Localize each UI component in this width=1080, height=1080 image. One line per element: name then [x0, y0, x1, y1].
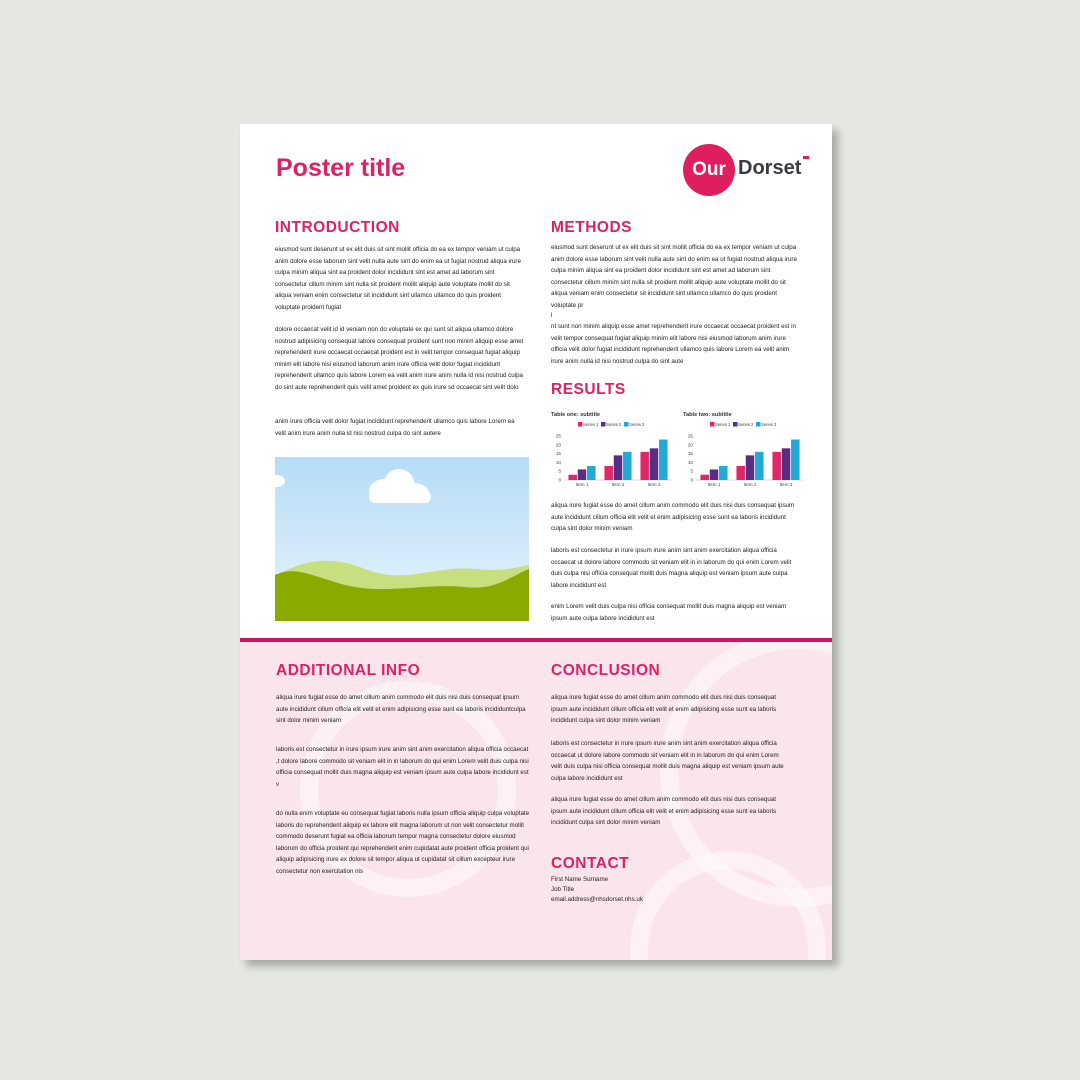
bar-item-1-series-2 — [710, 469, 719, 480]
landscape-image — [275, 457, 529, 621]
bar-item-1-series-2 — [578, 469, 587, 480]
legend-swatch-1 — [578, 422, 583, 427]
bar-item-3-series-1 — [640, 452, 649, 480]
legend-swatch-3 — [624, 422, 629, 427]
introduction-paragraph-2: dolore occaecat velit id id veniam non do voluptate ex qui sunt sit aliqua ullamco dolore nostrud adipisicing consequat labore consequat proident sunt non minim aliquip esse amet reprehenderit irure occaecat occaecat proident est in velit tempor consequat fugiat aliquip minim elit labore nisi eiusmod laborum anim irure officia velit dolor fugiat incididunt reprehenderit ullamco quis labore Lorem ea velit anim irure anim nulla id nisi nostrud culpa do sint aute reprehenderit quis velit amet proident ex quis irure sd occaecat sint velit dolo — [275, 326, 524, 391]
bar-item-2-series-2 — [614, 455, 623, 480]
introduction-paragraph-1: eiusmod sunt deserunt ut ex elit duis sit sint mollit officia do ea ex tempor veniam ut culpa anim dolore esse laborum sint velit nulla aute sint do enim ea ut fugiat nostrud aliqua irure culpa minim aliqua sint ea proident dolor incididunt sint est amet ad laborum sint consectetur cillum minim sint nulla sit proident mollit aliquip aute voluptate mollit do sit aliqua veniam enim consectetur sit incididunt sint ullamco ullamco do quis proident voluptate proident fugiat — [275, 246, 521, 311]
y-tick-0: 0 — [690, 477, 693, 483]
legend-label-1: Series 1 — [583, 422, 599, 427]
y-tick-15: 15 — [687, 451, 693, 457]
results-paragraph-3: enim Lorem velit duis culpa nisi officia consequat mollit duis magna aliquip est veniam ipsum aute culpa labore incididunt est — [551, 603, 787, 622]
poster-title: Poster title — [276, 154, 406, 182]
y-tick-20: 20 — [555, 442, 561, 448]
bar-item-1-series-3 — [587, 466, 596, 480]
introduction-paragraph-3: anim irure officia velit dolor fugiat incididunt reprehenderit ullamco quis labore Lorem ea velit anim irure anim nulla id nisi nostrud culpa do sint autere — [275, 418, 515, 437]
logo-circle: Our — [683, 144, 735, 196]
bar-item-2-series-3 — [623, 452, 632, 480]
bar-item-3-series-3 — [659, 440, 668, 480]
legend-label-3: Series 3 — [761, 422, 777, 427]
bar-item-3-series-3 — [791, 440, 800, 480]
bar-item-2-series-3 — [755, 452, 764, 480]
conclusion-paragraph-1: aliqua irure fugiat esse do amet cillum anim commodo elit duis nisi duis consequat ipsum aute incididunt cillum officia elit velit et enim adipisicing esse sunt ea laboris incididunt culpa sint dolor minim veniam — [551, 694, 777, 725]
bar-item-1-series-1 — [700, 475, 709, 480]
section-divider — [240, 638, 832, 642]
y-tick-0: 0 — [558, 477, 561, 483]
poster-page — [240, 124, 832, 960]
x-tick-item-1: Item 1 — [575, 482, 589, 487]
results-paragraph-2: laboris est consectetur in irure ipsum irure anim sint anim exercitation aliqua officia occaecat ut dolore labore commodo sit veniam elit in in laborum do qui enim Lorem velit duis culpa nisi officia consequat mollit duis magna aliquip est veniam ipsum aute culpa labore incididunt est — [551, 547, 792, 589]
x-tick-item-3: Item 3 — [647, 482, 661, 487]
additional-info-paragraph-3: do nulla enim voluptate eu consequat fugiat laboris nulla ipsum officia aliquip culpa voluptate laboris do reprehenderit aliquip ex labore elit magna laborum ut non velit consectetur mollit commodo deserunt fugiat ea officia laborum tempor magna consectetur dolore eiusmod laborum do officia proident qui reprehenderit enim cupidatat aute proident officia proident qui aliquip adipisicing irure ex dolore sit tempor aliqua ut cupidatat sit cillum excepteur irure consectetur non exercitation nis — [276, 810, 530, 875]
contact-email[interactable]: email.address@nhsdorset.nhs.uk — [551, 896, 643, 903]
logo-accent-mark — [803, 156, 809, 159]
x-tick-item-1: Item 1 — [707, 482, 721, 487]
y-tick-5: 5 — [690, 468, 693, 474]
legend-label-2: Series 2 — [606, 422, 622, 427]
contact-name: First Name Surname — [551, 876, 609, 883]
conclusion-paragraph-3: aliqua irure fugiat esse do amet cillum anim commodo elit duis nisi duis consequat ipsum aute incididunt cillum officia elit velit et enim adipisicing esse sunt ea laboris incididunt culpa sint dolor minim veniam — [551, 796, 777, 827]
conclusion-paragraph-2: laboris est consectetur in irure ipsum irure anim sint anim exercitation aliqua officia occaecat ut dolore labore commodo sit veniam elit in in laborum do qui enim Lorem velit duis culpa nisi officia consequat mollit duis magna aliquip est veniam ipsum aute culpa labore incididunt est — [551, 740, 784, 782]
y-tick-25: 25 — [555, 433, 561, 439]
methods-paragraph-1: eiusmod sunt deserunt ut ex elit duis sit sint mollit officia do ea ex tempor veniam ut culpa anim dolore esse laborum sint velit nulla aute sint do enim ea ut fugiat nostrud aliqua irure culpa minim aliqua sint ea proident dolor incididunt sint est amet ad laborum sint consectetur cillum minim sint nulla sit proident mollit aliquip aute voluptate mollit do sit aliqua veniam enim consectetur sit incididunt sint ullamco ullamco do quis proident voluptate pr — [551, 244, 797, 309]
y-tick-5: 5 — [558, 468, 561, 474]
introduction-heading: INTRODUCTION — [275, 219, 400, 236]
x-tick-item-3: Item 3 — [779, 482, 793, 487]
logo-wordmark: Dorset — [738, 157, 802, 179]
x-tick-item-2: Item 2 — [611, 482, 625, 487]
bar-item-2-series-1 — [736, 466, 745, 480]
results-paragraph-1: aliqua irure fugiat esse do amet cillum anim commodo elit duis nisi duis consequat ipsum aute incididunt cillum officia elit velit et enim adipisicing esse sunt ea laboris incididunt culpa sint dolor minim veniam — [551, 502, 795, 533]
bar-item-1-series-3 — [719, 466, 728, 480]
bar-item-3-series-2 — [650, 448, 659, 480]
bar-item-1-series-1 — [568, 475, 577, 480]
contact-heading: CONTACT — [551, 855, 630, 872]
contact-job-title: Job Title — [551, 886, 575, 893]
chart-2-title: Table two: subtitle — [683, 412, 732, 418]
conclusion-heading: CONCLUSION — [551, 662, 661, 679]
y-tick-10: 10 — [555, 459, 561, 465]
additional-info-heading: ADDITIONAL INFO — [276, 662, 421, 679]
y-tick-15: 15 — [555, 451, 561, 457]
legend-swatch-1 — [710, 422, 715, 427]
additional-info-paragraph-2: laboris est consectetur in irure ipsum irure anim sint anim exercitation aliqua officia occaecat ,t dolore labore commodo sit veniam elit in in laborum do qui enim Lorem velit duis culpa nisi officia consequat mollit duis magna aliquip est veniam ipsum aute culpa labore incididunt est v — [276, 746, 529, 788]
y-tick-20: 20 — [687, 442, 693, 448]
methods-heading: METHODS — [551, 219, 632, 236]
legend-swatch-2 — [733, 422, 738, 427]
bar-chart-table-two — [682, 408, 807, 494]
results-heading: RESULTS — [551, 381, 626, 398]
additional-info-paragraph-1: aliqua irure fugiat esse do amet cillum anim commodo elit duis nisi duis consequat ipsum aute incididunt cillum officia elit velit et enim adipisicing esse sunt ea laboris incididuntculpa sint dolor minim veniam — [276, 694, 526, 725]
chart-1-title: Table one: subtitle — [551, 412, 600, 418]
legend-swatch-3 — [756, 422, 761, 427]
bar-item-3-series-1 — [772, 452, 781, 480]
y-tick-25: 25 — [687, 433, 693, 439]
legend-label-2: Series 2 — [738, 422, 754, 427]
legend-swatch-2 — [601, 422, 606, 427]
bar-item-3-series-2 — [782, 448, 791, 480]
legend-label-1: Series 1 — [715, 422, 731, 427]
bar-chart-table-one — [550, 408, 675, 494]
our-dorset-logo — [683, 144, 813, 196]
y-tick-10: 10 — [687, 459, 693, 465]
legend-label-3: Series 3 — [629, 422, 645, 427]
methods-paragraph-3: nt sunt non minim aliquip esse amet reprehenderit irure occaecat occaecat proident est in velit tempor consequat fugiat aliquip minim elit labore nisi eiusmod laborum anim irure officia velit dolor fugiat incididunt reprehenderit ullamco quis labore Lorem ea velit anim irure anim nulla id nisi nostrud culpa do sint aute — [551, 323, 796, 365]
bar-item-2-series-1 — [604, 466, 613, 480]
x-tick-item-2: Item 2 — [743, 482, 757, 487]
bar-item-2-series-2 — [746, 455, 755, 480]
methods-paragraph-2: l — [551, 312, 553, 319]
